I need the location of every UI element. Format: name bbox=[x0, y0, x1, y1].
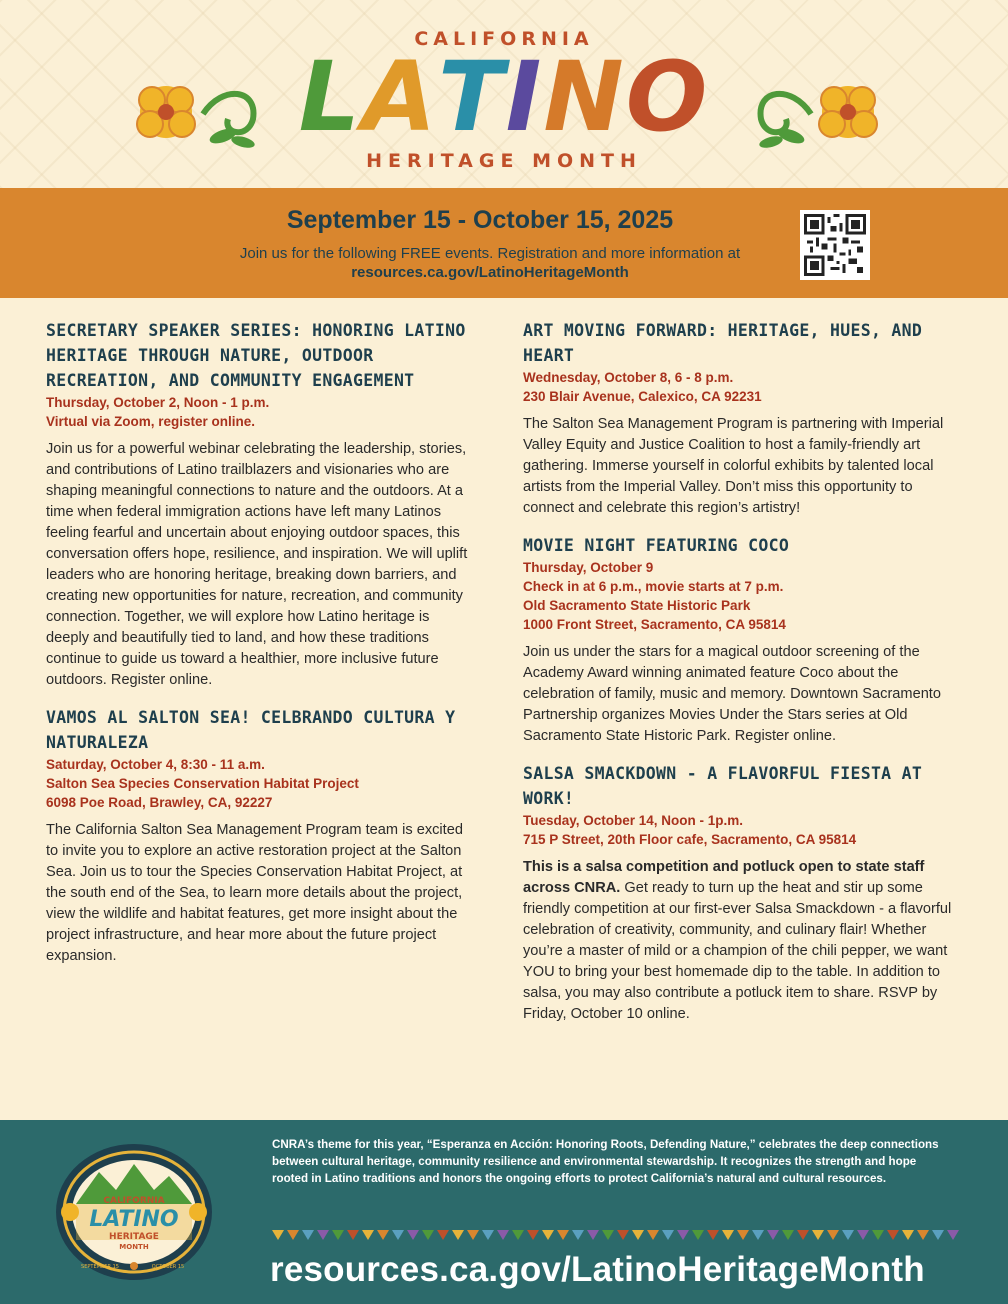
triangle-decoration bbox=[527, 1230, 539, 1240]
event-date: Thursday, October 9 bbox=[523, 560, 654, 575]
triangle-decoration bbox=[692, 1230, 704, 1240]
triangle-decoration bbox=[467, 1230, 479, 1240]
triangle-decoration bbox=[287, 1230, 299, 1240]
event-dates: September 15 - October 15, 2025 bbox=[286, 206, 674, 234]
badge-ring-left: SEPTEMBER 15 bbox=[81, 1264, 119, 1270]
event-location: Old Sacramento State Historic Park bbox=[523, 598, 751, 613]
triangle-decoration bbox=[752, 1230, 764, 1240]
event-card bbox=[523, 318, 953, 519]
event-card bbox=[523, 533, 953, 747]
event-date: Wednesday, October 8, 6 - 8 p.m. bbox=[523, 370, 734, 385]
triangle-decoration bbox=[587, 1230, 599, 1240]
banner-subtitle: Join us for the following FREE events. Registration and more information at bbox=[239, 245, 741, 262]
triangle-decoration bbox=[677, 1230, 689, 1240]
triangle-decoration bbox=[407, 1230, 419, 1240]
event-description-lead: This is a salsa competition and potluck open to state staff across CNRA. bbox=[523, 859, 925, 896]
badge-latino: LATINO bbox=[89, 1207, 179, 1232]
event-title: SECRETARY SPEAKER SERIES: HONORING LATINO HERITAGE THROUGH NATURE, OUTDOOR RECREATION, AND COMMUNITY ENGAGEMENT bbox=[46, 321, 466, 390]
event-description bbox=[523, 857, 953, 1025]
triangle-decoration bbox=[437, 1230, 449, 1240]
event-title: VAMOS AL SALTON SEA! CELBRANDO CULTURA Y NATURALEZA bbox=[46, 708, 456, 752]
triangle-decoration bbox=[947, 1230, 959, 1240]
triangle-decoration bbox=[362, 1230, 374, 1240]
triangle-decoration bbox=[827, 1230, 839, 1240]
badge-california: CALIFORNIA bbox=[103, 1196, 165, 1206]
triangle-decoration bbox=[887, 1230, 899, 1240]
event-description: Join us under the stars for a magical outdoor screening of the Academy Award winning animated feature Coco about the celebration of family, music and memory. Downtown Sacramento Partnership organizes Movies Under the Stars series at Old Sacramento State Historic Park. Register online. bbox=[523, 644, 941, 744]
event-address: 230 Blair Avenue, Calexico, CA 92231 bbox=[523, 389, 762, 404]
event-location: Virtual via Zoom, register online. bbox=[46, 414, 256, 429]
triangle-decoration bbox=[857, 1230, 869, 1240]
triangle-decoration bbox=[647, 1230, 659, 1240]
event-title: ART MOVING FORWARD: HERITAGE, HUES, AND HEART bbox=[523, 321, 923, 365]
event-date: Tuesday, October 14, Noon - 1p.m. bbox=[523, 813, 744, 828]
triangle-decoration bbox=[662, 1230, 674, 1240]
events-left-column bbox=[46, 318, 476, 981]
triangle-decoration bbox=[272, 1230, 284, 1240]
event-address: 6098 Poe Road, Brawley, CA, 92227 bbox=[46, 795, 273, 810]
event-card bbox=[523, 761, 953, 1025]
brand-latino bbox=[0, 41, 1008, 153]
event-card bbox=[46, 318, 476, 691]
event-card bbox=[46, 705, 476, 967]
triangle-decoration bbox=[782, 1230, 794, 1240]
triangle-decoration bbox=[377, 1230, 389, 1240]
brand-letter: L bbox=[298, 41, 362, 153]
event-location: Salton Sea Species Conservation Habitat Project bbox=[46, 776, 359, 791]
brand-letter: A bbox=[361, 41, 439, 153]
brand-letter: T bbox=[438, 41, 506, 153]
event-date: Saturday, October 4, 8:30 - 11 a.m. bbox=[46, 757, 265, 772]
triangle-decoration bbox=[602, 1230, 614, 1240]
brand-heritage-month: HERITAGE MONTH bbox=[366, 150, 642, 172]
triangle-decoration bbox=[542, 1230, 554, 1240]
events-right-column bbox=[523, 318, 953, 1039]
event-description: The Salton Sea Management Program is partnering with Imperial Valley Equity and Justice Coalition to host a family-friendly art gathering. Immerse yourself in colorful exhibits by talented local artists from the Imperial Valley. Don’t miss this opportunity to connect and celebrate this region’s artistry! bbox=[523, 416, 944, 516]
triangle-decoration bbox=[932, 1230, 944, 1240]
triangle-decoration bbox=[332, 1230, 344, 1240]
theme-statement: CNRA’s theme for this year, “Esperanza en Acción: Honoring Roots, Defending Nature,” celebrates the deep connections between cultural heritage, community resilience and environmental stewardship. It recognizes the strength and hope rooted in Latino traditions and honors the ongoing efforts to protect California’s natural and cultural resources. bbox=[272, 1138, 939, 1185]
triangle-decoration bbox=[737, 1230, 749, 1240]
triangle-decoration bbox=[317, 1230, 329, 1240]
event-description: Join us for a powerful webinar celebrating the leadership, stories, and contributions of Latino trailblazers and visionaries who are shaping meaningful connections to nature and the outdoors. At a time when federal immigration actions have left many Latinos feeling fearful and uncertain about enjoying outdoor spaces, this conversation offers hope, resilience, and inspiration. We will uplift leaders who are honoring heritage, breaking down barriers, and creating new opportunities for nature, recreation, and community connection. Together, we will explore how Latino heritage is deeply and beautifully tied to land, and how these traditions continue to guide us toward a healthier, more inclusive future outdoors. Register online. bbox=[46, 441, 468, 688]
triangle-decoration bbox=[302, 1230, 314, 1240]
triangle-decoration bbox=[392, 1230, 404, 1240]
brand-letter: O bbox=[625, 41, 710, 153]
triangle-decoration bbox=[707, 1230, 719, 1240]
brand-california: CALIFORNIA bbox=[414, 28, 594, 50]
badge-month: MONTH bbox=[119, 1243, 149, 1251]
triangle-decoration bbox=[632, 1230, 644, 1240]
event-time: Check in at 6 p.m., movie starts at 7 p.m. bbox=[523, 579, 784, 594]
brand-letter: N bbox=[543, 41, 626, 153]
banner-url[interactable]: resources.ca.gov/LatinoHeritageMonth bbox=[351, 264, 629, 281]
qr-code-icon[interactable] bbox=[800, 210, 870, 280]
footer bbox=[0, 1120, 1008, 1304]
heritage-badge-logo bbox=[54, 1142, 214, 1282]
triangle-decoration bbox=[767, 1230, 779, 1240]
triangle-decoration bbox=[557, 1230, 569, 1240]
triangle-decoration bbox=[797, 1230, 809, 1240]
triangle-decoration bbox=[422, 1230, 434, 1240]
triangle-decoration bbox=[917, 1230, 929, 1240]
badge-ring-right: OCTOBER 15 bbox=[151, 1264, 185, 1270]
footer-url[interactable]: resources.ca.gov/LatinoHeritageMonth bbox=[270, 1250, 925, 1289]
triangle-decoration bbox=[452, 1230, 464, 1240]
triangle-decoration bbox=[872, 1230, 884, 1240]
triangle-decoration bbox=[497, 1230, 509, 1240]
brand-letter: I bbox=[505, 41, 544, 153]
event-title: MOVIE NIGHT FEATURING COCO bbox=[523, 536, 790, 555]
triangle-decoration bbox=[617, 1230, 629, 1240]
triangle-decoration bbox=[482, 1230, 494, 1240]
badge-heritage: HERITAGE bbox=[109, 1232, 159, 1242]
triangle-decoration bbox=[842, 1230, 854, 1240]
event-address: 715 P Street, 20th Floor cafe, Sacramento, CA 95814 bbox=[523, 832, 857, 847]
header bbox=[0, 0, 1008, 188]
event-description-rest: Get ready to turn up the heat and stir up some friendly competition at our first-ever Salsa Smackdown - a flavorful celebration of creativity, community, and culinary flair! Whether you’re a master of mild or a champion of the chili pepper, we want YOU to bring your best homemade dip to the table. In addition to salsa, you may also contribute a potluck item to share. RSVP by Friday, October 10 online. bbox=[523, 880, 952, 1022]
triangle-decoration bbox=[902, 1230, 914, 1240]
event-date: Thursday, October 2, Noon - 1 p.m. bbox=[46, 395, 270, 410]
triangle-decoration bbox=[812, 1230, 824, 1240]
date-banner bbox=[0, 188, 1008, 298]
triangle-decoration bbox=[722, 1230, 734, 1240]
event-description: The California Salton Sea Management Program team is excited to invite you to explore an active restoration project at the Salton Sea. Join us to tour the Species Conservation Habitat Project, at the south end of the Sea, to learn more details about the project, view the wildlife and habitat features, get more insight about the project infrastructure, and hear more about the future project expansion. bbox=[46, 822, 463, 964]
triangle-border-decoration bbox=[272, 1226, 962, 1244]
triangle-decoration bbox=[512, 1230, 524, 1240]
triangle-decoration bbox=[572, 1230, 584, 1240]
event-title: SALSA SMACKDOWN - A FLAVORFUL FIESTA AT WORK! bbox=[523, 764, 923, 808]
event-address: 1000 Front Street, Sacramento, CA 95814 bbox=[523, 617, 786, 632]
triangle-decoration bbox=[347, 1230, 359, 1240]
